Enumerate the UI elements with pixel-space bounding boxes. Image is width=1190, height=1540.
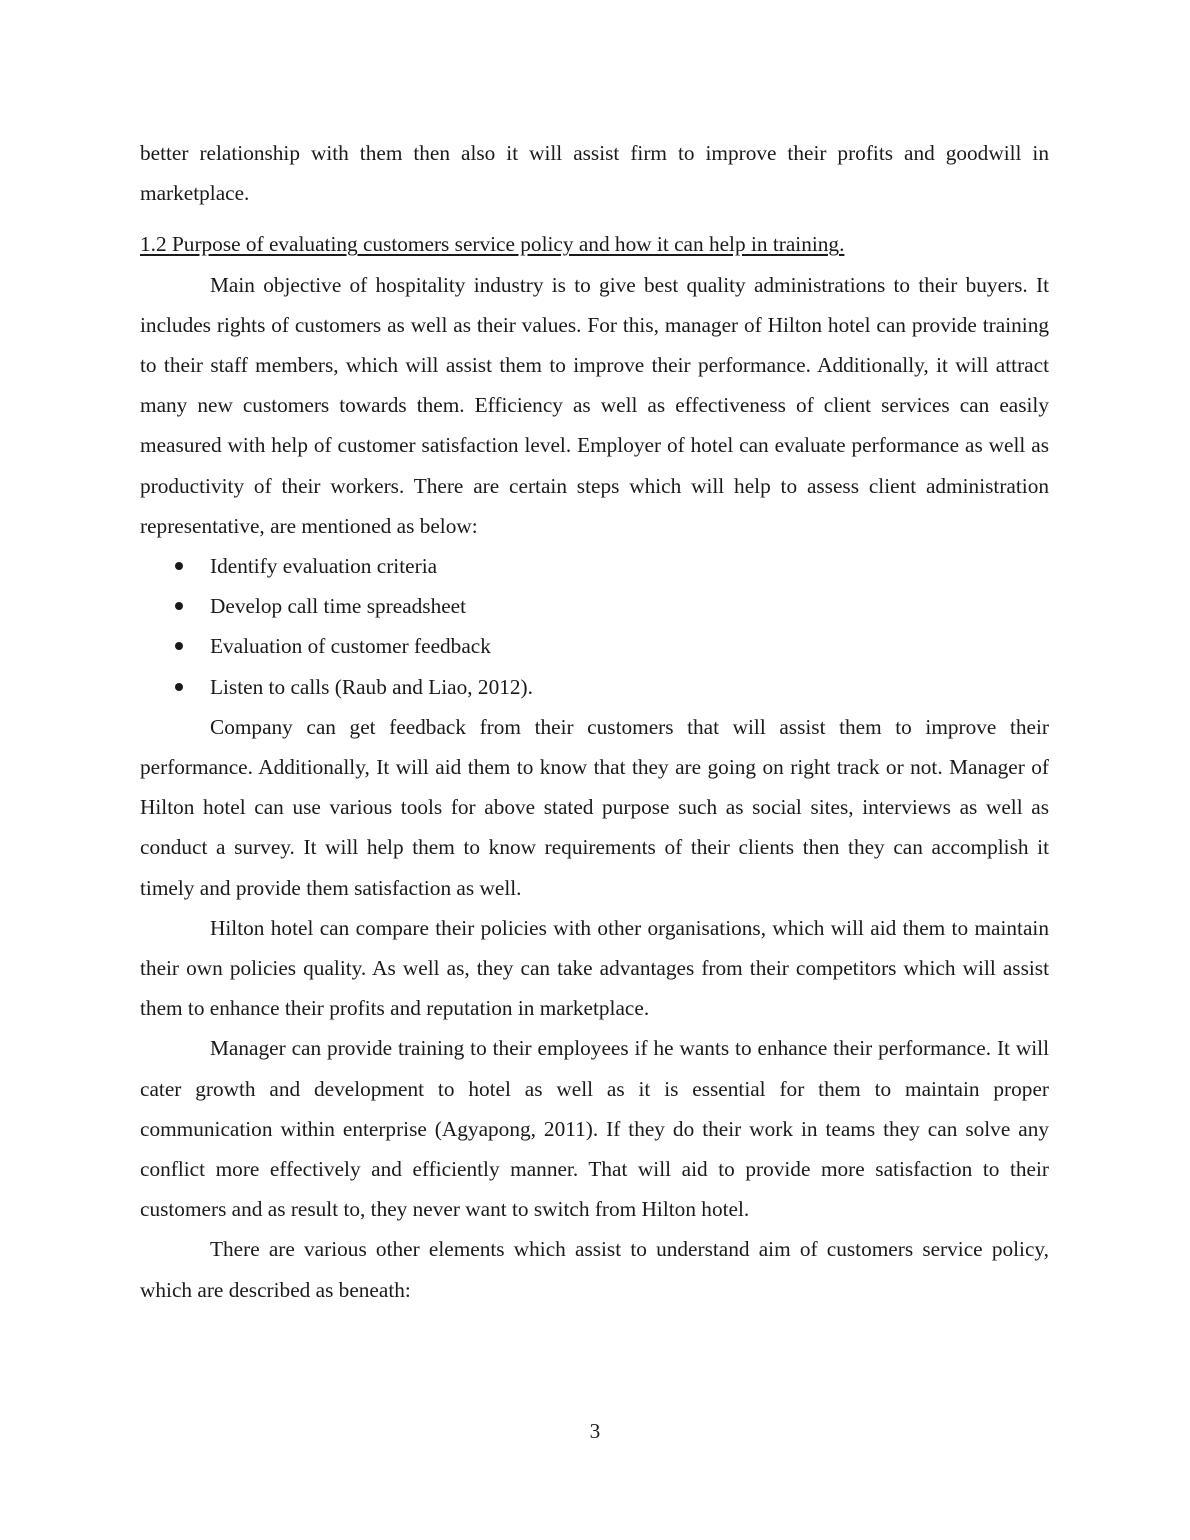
list-item-text: Develop call time spreadsheet bbox=[210, 594, 467, 619]
document-page bbox=[140, 133, 1049, 1310]
opening-paragraph: better relationship with them then also it will assist firm to improve their profits and goodwill in marketplace. bbox=[140, 141, 1049, 206]
list-item bbox=[140, 626, 1049, 666]
paragraph-feedback: Company can get feedback from their customers that will assist them to improve their performance. Additionally, It will aid them to know that they are going on right track or not. Manager of Hilton hotel can use various tools for above stated purpose such as social sites, interviews as well as conduct a survey. It will help them to know requirements of their clients then they can accomplish it timely and provide them satisfaction as well. bbox=[140, 714, 1049, 900]
section-heading: 1.2 Purpose of evaluating customers service policy and how it can help in training. bbox=[140, 232, 845, 257]
list-item bbox=[140, 546, 1049, 586]
paragraph-objective: Main objective of hospitality industry is to give best quality administrations to their buyers. It includes rights of customers as well as their values. For this, manager of Hilton hotel can provide training to their staff members, which will assist them to improve their performance. Additionally, it will attract many new customers towards them. Efficiency as well as effectiveness of client services can easily measured with help of customer satisfaction level. Employer of hotel can evaluate performance as well as productivity of their workers. There are certain steps which will help to assess client administration representative, are mentioned as below: bbox=[140, 272, 1049, 538]
bullet-icon bbox=[175, 562, 183, 570]
list-item-text: Listen to calls (Raub and Liao, 2012). bbox=[210, 674, 533, 699]
paragraph-other-elements: There are various other elements which assist to understand aim of customers service policy, which are described as beneath: bbox=[140, 1237, 1049, 1302]
bullet-icon bbox=[175, 683, 183, 691]
list-item bbox=[140, 586, 1049, 626]
paragraph-compare-policies: Hilton hotel can compare their policies with other organisations, which will aid them to maintain their own policies quality. As well as, they can take advantages from their competitors which will assist them to enhance their profits and reputation in marketplace. bbox=[140, 915, 1049, 1021]
list-item-text: Identify evaluation criteria bbox=[210, 554, 438, 579]
bullet-icon bbox=[175, 642, 183, 650]
evaluation-steps-list bbox=[140, 546, 1049, 707]
list-item bbox=[140, 667, 1049, 707]
list-item-text: Evaluation of customer feedback bbox=[210, 634, 491, 659]
paragraph-training: Manager can provide training to their employees if he wants to enhance their performance. It will cater growth and development to hotel as well as it is essential for them to maintain proper communication within enterprise (Agyapong, 2011). If they do their work in teams they can solve any conflict more effectively and efficiently manner. That will aid to provide more satisfaction to their customers and as result to, they never want to switch from Hilton hotel. bbox=[140, 1036, 1049, 1222]
page-number: 3 bbox=[589, 1419, 601, 1443]
bullet-icon bbox=[175, 602, 183, 610]
